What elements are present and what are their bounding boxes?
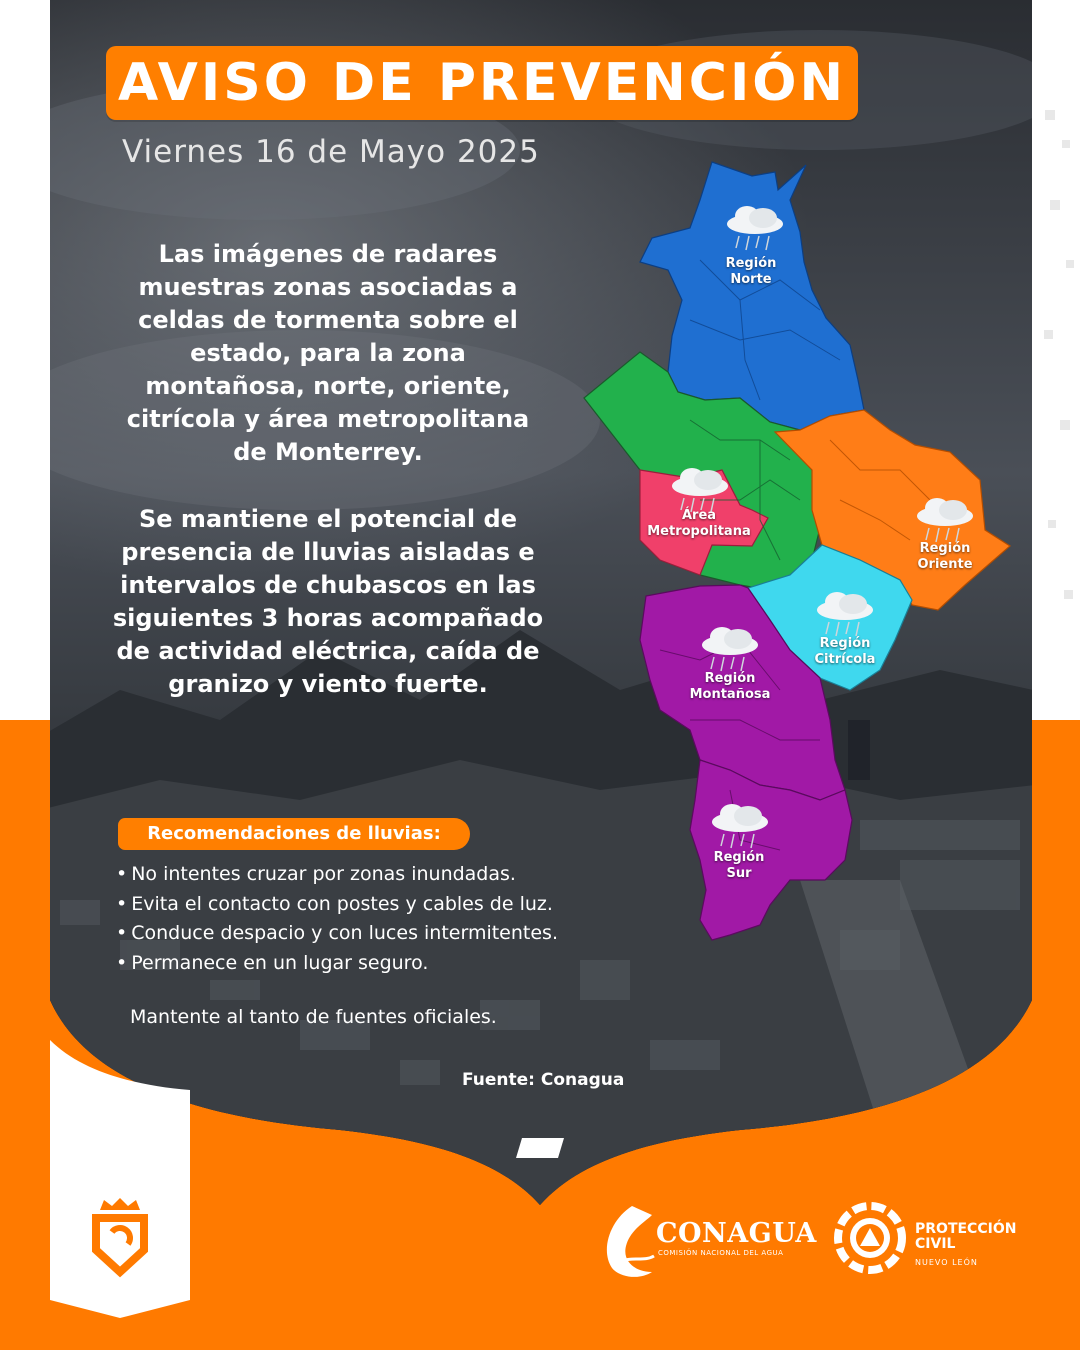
radar-paragraph: Las imágenes de radares muestras zonas asociadas a celdas de tormenta sobre el estado, para la zona montañosa, norte, oriente, citrícola y área metropolitana de Monterrey. <box>126 240 530 466</box>
pc-title-line1: PROTECCIÓN <box>915 1221 1017 1237</box>
recommendations-heading: Recomendaciones de lluvias: <box>118 818 470 850</box>
pc-title-line2: CIVIL <box>915 1236 956 1252</box>
label-region-sur: Región Sur <box>713 850 765 881</box>
page-title: AVISO DE PREVENCIÓN <box>117 53 847 113</box>
source-credit: Fuente: Conagua <box>462 1070 625 1090</box>
official-sources-note: Mantente al tanto de fuentes oficiales. <box>130 1006 497 1028</box>
label-region-norte: Región Norte <box>725 256 777 287</box>
label-area-metropolitana: Área Metropolitana <box>647 508 751 539</box>
conagua-logo-icon <box>607 1206 654 1277</box>
forecast-paragraph: Se mantiene el potencial de presencia de lluvias aisladas e intervalos de chubascos en las siguientes 3 horas acompañado de actividad eléctrica, caída de granizo y viento fuerte. <box>112 505 544 698</box>
title-banner <box>106 46 858 120</box>
conagua-name: CONAGUA <box>656 1218 817 1249</box>
recommendation-item: • Permanece en un lugar seguro. <box>116 949 558 979</box>
pc-subtitle: NUEVO LEÓN <box>915 1258 978 1267</box>
recommendation-item: • No intentes cruzar por zonas inundadas. <box>116 860 558 890</box>
recommendation-item: • Evita el contacto con postes y cables de luz. <box>116 890 558 920</box>
conagua-subtitle: COMISIÓN NACIONAL DEL AGUA <box>658 1249 784 1257</box>
recommendation-item: • Conduce despacio y con luces intermitentes. <box>116 919 558 949</box>
label-region-montanosa: Región Montañosa <box>689 671 771 702</box>
date-label: Viernes 16 de Mayo 2025 <box>122 134 540 170</box>
label-region-oriente: Región Oriente <box>917 541 973 572</box>
recommendations-list <box>116 860 558 978</box>
label-region-citricola: Región Citrícola <box>814 636 876 667</box>
proteccion-civil-logo-icon <box>838 1206 902 1270</box>
